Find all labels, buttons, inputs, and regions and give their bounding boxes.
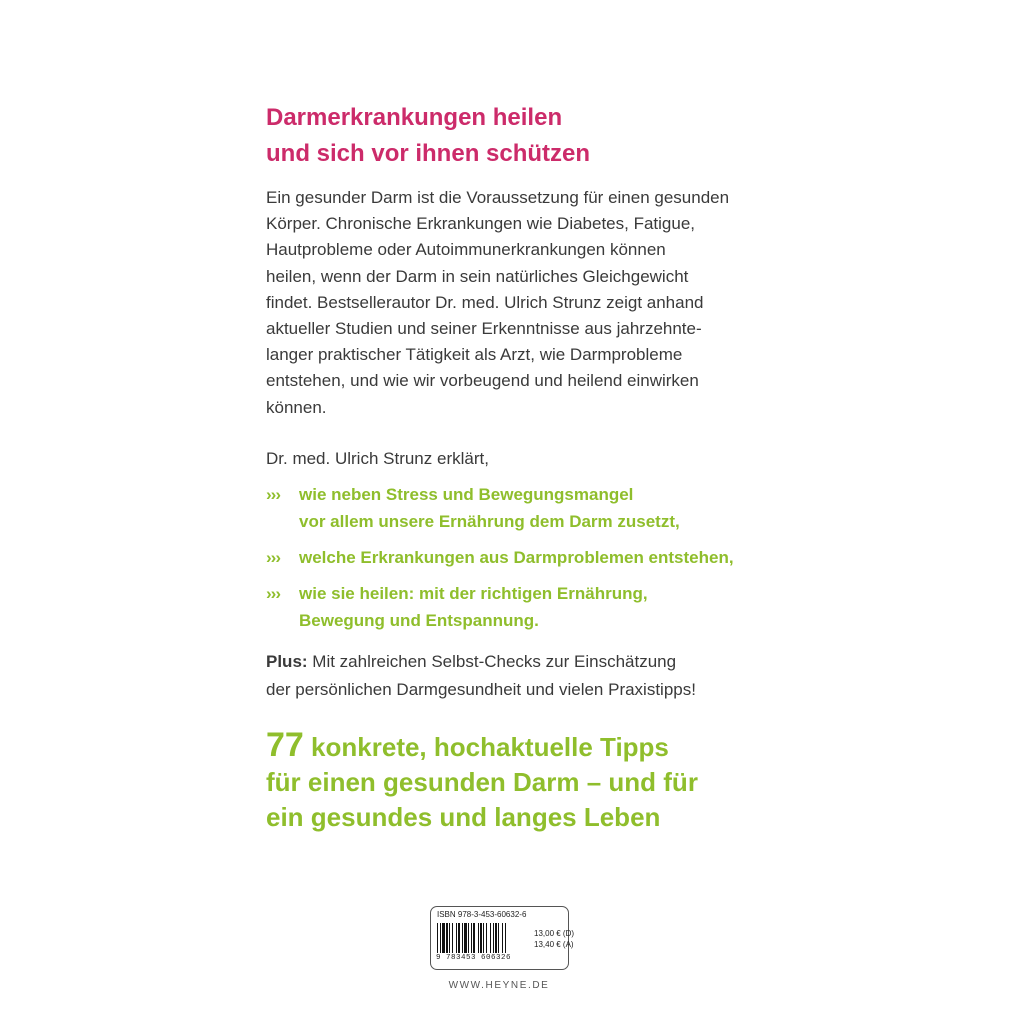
bullet-item <box>266 580 806 634</box>
lead-sentence: Dr. med. Ulrich Strunz erklärt, <box>266 449 489 468</box>
bullet-text-line: vor allem unsere Ernährung dem Darm zusetzt, <box>299 512 680 531</box>
chevron-marker-icon: ››› <box>266 548 280 567</box>
price-germany: 13,00 € (D) <box>534 929 575 938</box>
headline <box>266 100 826 172</box>
intro-paragraph <box>266 185 786 421</box>
intro-line: heilen, wenn der Darm in sein natürliches Gleichgewicht <box>266 266 689 286</box>
tagline-line-1 <box>266 728 826 765</box>
bullet-text-line: welche Erkrankungen aus Darmproblemen entstehen, <box>299 548 734 567</box>
isbn-number: ISBN 978-3-453-60632-6 <box>437 910 527 919</box>
plus-text: Mit zahlreichen Selbst-Checks zur Einschätzung <box>307 652 677 671</box>
intro-line: können. <box>266 397 327 417</box>
intro-line: Körper. Chronische Erkrankungen wie Diabetes, Fatigue, <box>266 214 696 234</box>
intro-line: Hautprobleme oder Autoimmunerkrankungen können <box>266 240 666 260</box>
tagline-line-3: ein gesundes und langes Leben <box>266 802 661 832</box>
publisher-website: WWW.HEYNE.DE <box>448 980 550 991</box>
bullet-text-line: Bewegung und Entspannung. <box>299 611 539 630</box>
chevron-marker-icon: ››› <box>266 584 280 603</box>
barcode-digits: 9 783453 606326 <box>436 954 512 962</box>
bullet-list <box>266 481 806 643</box>
bullet-text-line: wie neben Stress und Bewegungsmangel <box>299 485 634 504</box>
chevron-marker-icon: ››› <box>266 485 280 504</box>
plus-line-2: der persönlichen Darmgesundheit und vielen Praxistipps! <box>266 680 696 699</box>
tagline <box>266 728 826 835</box>
bullet-item <box>266 544 806 571</box>
intro-line: entstehen, und wie wir vorbeugend und heilend einwirken <box>266 371 699 391</box>
tagline-line-2: für einen gesunden Darm – und für <box>266 767 698 797</box>
bullet-text-line: wie sie heilen: mit der richtigen Ernährung, <box>299 584 648 603</box>
tips-count: 77 <box>266 726 304 764</box>
intro-line: findet. Bestsellerautor Dr. med. Ulrich Strunz zeigt anhand <box>266 292 704 312</box>
tagline-text: konkrete, hochaktuelle Tipps <box>303 732 669 762</box>
headline-line-1: Darmerkrankungen heilen <box>266 104 563 131</box>
plus-note <box>266 648 826 704</box>
intro-line: aktueller Studien und seiner Erkenntnisse aus jahrzehnte- <box>266 319 702 339</box>
barcode-icon <box>437 923 531 955</box>
intro-line: langer praktischer Tätigkeit als Arzt, wie Darmprobleme <box>266 345 683 365</box>
barcode-label <box>430 906 575 970</box>
plus-label: Plus: <box>266 652 308 671</box>
intro-line: Ein gesunder Darm ist die Voraussetzung für einen gesunden <box>266 188 730 207</box>
price-austria: 13,40 € (A) <box>534 940 574 949</box>
plus-line-1 <box>266 648 826 676</box>
bullet-item <box>266 481 806 535</box>
headline-line-2: und sich vor ihnen schützen <box>266 140 591 167</box>
